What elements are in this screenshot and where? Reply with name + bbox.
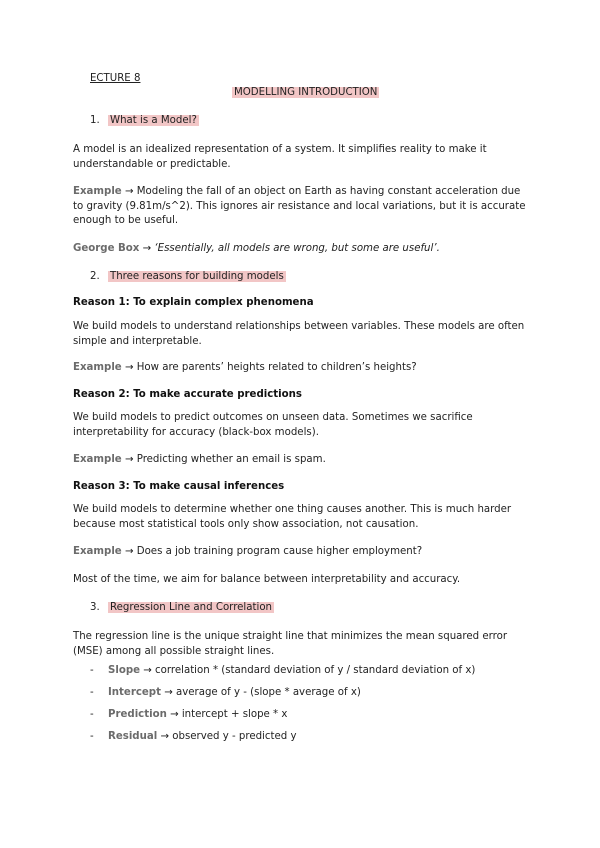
bullet-label: Prediction [108,709,167,720]
bullet-label: Residual [108,731,158,742]
section-number: 2. [90,271,100,282]
reason-3-heading: Reason 3: To make causal inferences [73,481,285,492]
reason-3-example [73,545,533,560]
reason-2-example [73,453,533,468]
quote-text: ‘Essentially, all models are wrong, but some are useful’. [154,243,440,254]
quote-paragraph [73,242,533,257]
reason-2-heading: Reason 2: To make accurate predictions [73,389,302,400]
bullet-dash: - [90,665,94,676]
regression-intro: The regression line is the unique straight line that minimizes the mean squared error (MSE) among all possible straight lines. [73,631,508,657]
example-text: → Predicting whether an email is spam. [121,454,326,465]
bullet-label: Intercept [108,687,161,698]
section-title: Regression Line and Correlation [110,602,273,613]
reason-3-body: We build models to determine whether one thing causes another. This is much harder because most statistical tools only show association, not causation. [73,504,512,530]
example-label: Example [73,454,122,465]
example-label: Example [73,186,122,197]
quote-author: George Box [73,243,140,254]
document-title-text: MODELLING INTRODUCTION [234,87,378,98]
section-title: What is a Model? [110,115,197,126]
lecture-label: ECTURE 8 [90,73,141,84]
quote-arrow: → [139,243,155,254]
example-label: Example [73,362,122,373]
list-item [90,664,475,679]
example-label: Example [73,546,122,557]
document-title [232,86,379,100]
list-item [90,730,297,745]
reason-1-example [73,361,533,376]
reason-1-heading: Reason 1: To explain complex phenomena [73,297,314,308]
example-text: → Does a job training program cause higher employment? [121,546,423,557]
section-heading-3 [90,601,274,615]
bullet-label: Slope [108,665,141,676]
bullet-dash: - [90,731,94,742]
section-number: 3. [90,602,100,613]
list-item [90,708,287,723]
reason-2-body: We build models to predict outcomes on unseen data. Sometimes we sacrifice interpretability for accuracy (black-box models). [73,412,473,438]
section-number: 1. [90,115,100,126]
example-text: → Modeling the fall of an object on Earth as having constant acceleration due to gravity (9.81m/s^2). This ignores air resistance and local variations, but it is accurate enough to be useful. [73,186,526,226]
bullet-dash: - [90,709,94,720]
bullet-text: → correlation * (standard deviation of y / standard deviation of x) [140,665,476,676]
example-paragraph [73,185,533,229]
model-definition: A model is an idealized representation of a system. It simplifies reality to make it understandable or predictable. [73,144,487,170]
bullet-text: → average of y - (slope * average of x) [160,687,361,698]
bullet-dash: - [90,687,94,698]
reason-1-body: We build models to understand relationships between variables. These models are often simple and interpretable. [73,321,525,347]
bullet-text: → intercept + slope * x [166,709,288,720]
example-text: → How are parents’ heights related to children’s heights? [121,362,417,373]
balance-paragraph: Most of the time, we aim for balance between interpretability and accuracy. [73,574,461,585]
section-title: Three reasons for building models [110,271,284,282]
section-heading-2 [90,270,286,284]
section-heading-1 [90,114,199,128]
bullet-text: → observed y - predicted y [157,731,297,742]
list-item [90,686,361,701]
